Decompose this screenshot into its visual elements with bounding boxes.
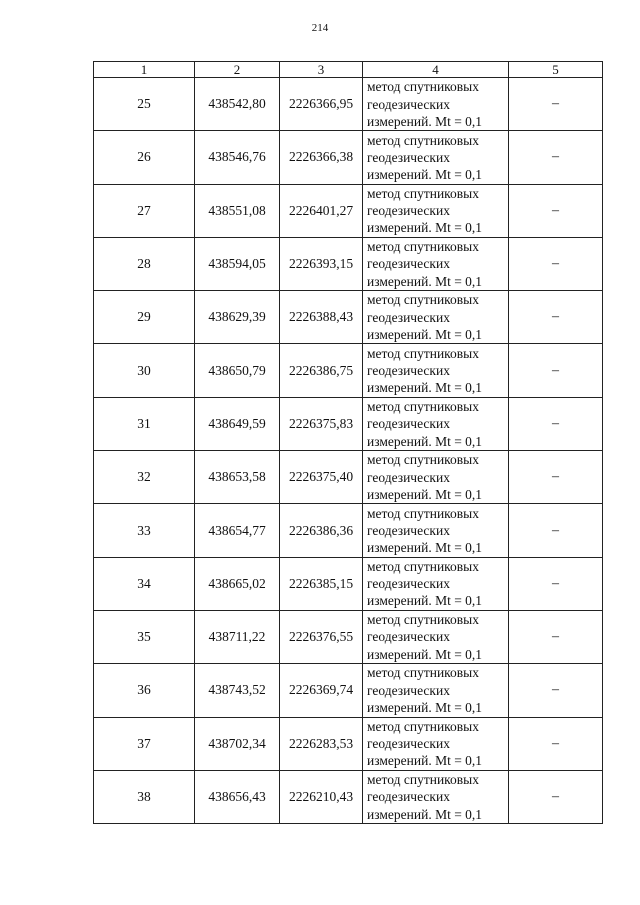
point-number-cell: 35 <box>94 610 195 663</box>
point-number-cell: 34 <box>94 557 195 610</box>
note-cell: – <box>509 291 603 344</box>
y-coordinate-cell: 2226388,43 <box>280 291 363 344</box>
method-line: метод спутниковых <box>367 292 479 308</box>
table-row <box>94 557 603 610</box>
method-line: метод спутниковых <box>367 345 479 361</box>
point-number-cell: 25 <box>94 78 195 131</box>
note-cell: – <box>509 131 603 184</box>
method-line: геодезических <box>367 203 450 219</box>
y-coordinate-cell: 2226376,55 <box>280 610 363 663</box>
method-line: измерений. Mt = 0,1 <box>367 753 483 769</box>
y-coordinate-cell: 2226401,27 <box>280 184 363 237</box>
point-number-cell: 28 <box>94 237 195 290</box>
method-cell <box>363 344 509 397</box>
method-line: измерений. Mt = 0,1 <box>367 273 483 289</box>
method-cell <box>363 451 509 504</box>
method-line: измерений. Mt = 0,1 <box>367 806 483 822</box>
table-row <box>94 344 603 397</box>
method-line: геодезических <box>367 682 450 698</box>
method-cell <box>363 504 509 557</box>
method-line: геодезических <box>367 256 450 272</box>
y-coordinate-cell: 2226385,15 <box>280 557 363 610</box>
method-cell <box>363 184 509 237</box>
x-coordinate-cell: 438654,77 <box>195 504 280 557</box>
table-row <box>94 770 603 823</box>
method-line: измерений. Mt = 0,1 <box>367 113 483 129</box>
table-row <box>94 78 603 131</box>
point-number-cell: 38 <box>94 770 195 823</box>
note-cell: – <box>509 344 603 397</box>
method-line: измерений. Mt = 0,1 <box>367 167 483 183</box>
x-coordinate-cell: 438702,34 <box>195 717 280 770</box>
method-line: геодезических <box>367 149 450 165</box>
note-cell: – <box>509 770 603 823</box>
y-coordinate-cell: 2226283,53 <box>280 717 363 770</box>
x-coordinate-cell: 438743,52 <box>195 664 280 717</box>
method-line: метод спутниковых <box>367 185 479 201</box>
method-line: геодезических <box>367 522 450 538</box>
point-number-cell: 37 <box>94 717 195 770</box>
header-col-1: 1 <box>94 62 195 78</box>
note-cell: – <box>509 504 603 557</box>
page-number: 214 <box>311 22 329 34</box>
method-line: метод спутниковых <box>367 558 479 574</box>
method-line: метод спутниковых <box>367 79 479 95</box>
method-line: метод спутниковых <box>367 612 479 628</box>
y-coordinate-cell: 2226366,38 <box>280 131 363 184</box>
method-line: геодезических <box>367 362 450 378</box>
method-line: геодезических <box>367 416 450 432</box>
method-line: геодезических <box>367 629 450 645</box>
method-line: измерений. Mt = 0,1 <box>367 540 483 556</box>
method-line: метод спутниковых <box>367 665 479 681</box>
method-line: геодезических <box>367 469 450 485</box>
x-coordinate-cell: 438653,58 <box>195 451 280 504</box>
note-cell: – <box>509 717 603 770</box>
point-number-cell: 27 <box>94 184 195 237</box>
method-cell <box>363 291 509 344</box>
method-cell <box>363 78 509 131</box>
point-number-cell: 31 <box>94 397 195 450</box>
method-line: геодезических <box>367 309 450 325</box>
table-row <box>94 237 603 290</box>
table-row <box>94 291 603 344</box>
table-body <box>94 78 603 824</box>
method-cell <box>363 664 509 717</box>
table-row <box>94 397 603 450</box>
x-coordinate-cell: 438656,43 <box>195 770 280 823</box>
method-cell <box>363 770 509 823</box>
method-line: измерений. Mt = 0,1 <box>367 700 483 716</box>
method-cell <box>363 610 509 663</box>
point-number-cell: 29 <box>94 291 195 344</box>
header-col-4: 4 <box>363 62 509 78</box>
header-col-2: 2 <box>195 62 280 78</box>
method-line: метод спутниковых <box>367 718 479 734</box>
note-cell: – <box>509 610 603 663</box>
y-coordinate-cell: 2226375,83 <box>280 397 363 450</box>
x-coordinate-cell: 438542,80 <box>195 78 280 131</box>
method-line: метод спутниковых <box>367 772 479 788</box>
y-coordinate-cell: 2226386,75 <box>280 344 363 397</box>
table-row <box>94 504 603 557</box>
y-coordinate-cell: 2226393,15 <box>280 237 363 290</box>
point-number-cell: 36 <box>94 664 195 717</box>
table-row <box>94 664 603 717</box>
method-line: измерений. Mt = 0,1 <box>367 646 483 662</box>
method-line: измерений. Mt = 0,1 <box>367 486 483 502</box>
point-number-cell: 26 <box>94 131 195 184</box>
point-number-cell: 33 <box>94 504 195 557</box>
note-cell: – <box>509 78 603 131</box>
table-row <box>94 131 603 184</box>
method-line: измерений. Mt = 0,1 <box>367 433 483 449</box>
method-cell <box>363 131 509 184</box>
y-coordinate-cell: 2226386,36 <box>280 504 363 557</box>
y-coordinate-cell: 2226366,95 <box>280 78 363 131</box>
note-cell: – <box>509 557 603 610</box>
method-line: геодезических <box>367 789 450 805</box>
method-line: геодезических <box>367 576 450 592</box>
method-line: метод спутниковых <box>367 132 479 148</box>
x-coordinate-cell: 438546,76 <box>195 131 280 184</box>
y-coordinate-cell: 2226210,43 <box>280 770 363 823</box>
coordinates-table <box>93 61 603 824</box>
method-line: метод спутниковых <box>367 239 479 255</box>
x-coordinate-cell: 438551,08 <box>195 184 280 237</box>
x-coordinate-cell: 438649,59 <box>195 397 280 450</box>
method-cell <box>363 557 509 610</box>
method-line: измерений. Mt = 0,1 <box>367 593 483 609</box>
point-number-cell: 30 <box>94 344 195 397</box>
x-coordinate-cell: 438665,02 <box>195 557 280 610</box>
method-line: геодезических <box>367 736 450 752</box>
method-line: геодезических <box>367 96 450 112</box>
method-cell <box>363 237 509 290</box>
x-coordinate-cell: 438629,39 <box>195 291 280 344</box>
table-row <box>94 184 603 237</box>
method-line: измерений. Mt = 0,1 <box>367 380 483 396</box>
method-line: метод спутниковых <box>367 505 479 521</box>
method-line: измерений. Mt = 0,1 <box>367 220 483 236</box>
y-coordinate-cell: 2226369,74 <box>280 664 363 717</box>
x-coordinate-cell: 438594,05 <box>195 237 280 290</box>
table-row <box>94 451 603 504</box>
table-row <box>94 610 603 663</box>
note-cell: – <box>509 664 603 717</box>
table-row <box>94 717 603 770</box>
x-coordinate-cell: 438711,22 <box>195 610 280 663</box>
table-header-row <box>94 62 603 78</box>
method-line: метод спутниковых <box>367 452 479 468</box>
method-line: измерений. Mt = 0,1 <box>367 326 483 342</box>
point-number-cell: 32 <box>94 451 195 504</box>
method-cell <box>363 397 509 450</box>
note-cell: – <box>509 184 603 237</box>
y-coordinate-cell: 2226375,40 <box>280 451 363 504</box>
note-cell: – <box>509 397 603 450</box>
x-coordinate-cell: 438650,79 <box>195 344 280 397</box>
method-line: метод спутниковых <box>367 398 479 414</box>
header-col-3: 3 <box>280 62 363 78</box>
note-cell: – <box>509 451 603 504</box>
note-cell: – <box>509 237 603 290</box>
header-col-5: 5 <box>509 62 603 78</box>
method-cell <box>363 717 509 770</box>
